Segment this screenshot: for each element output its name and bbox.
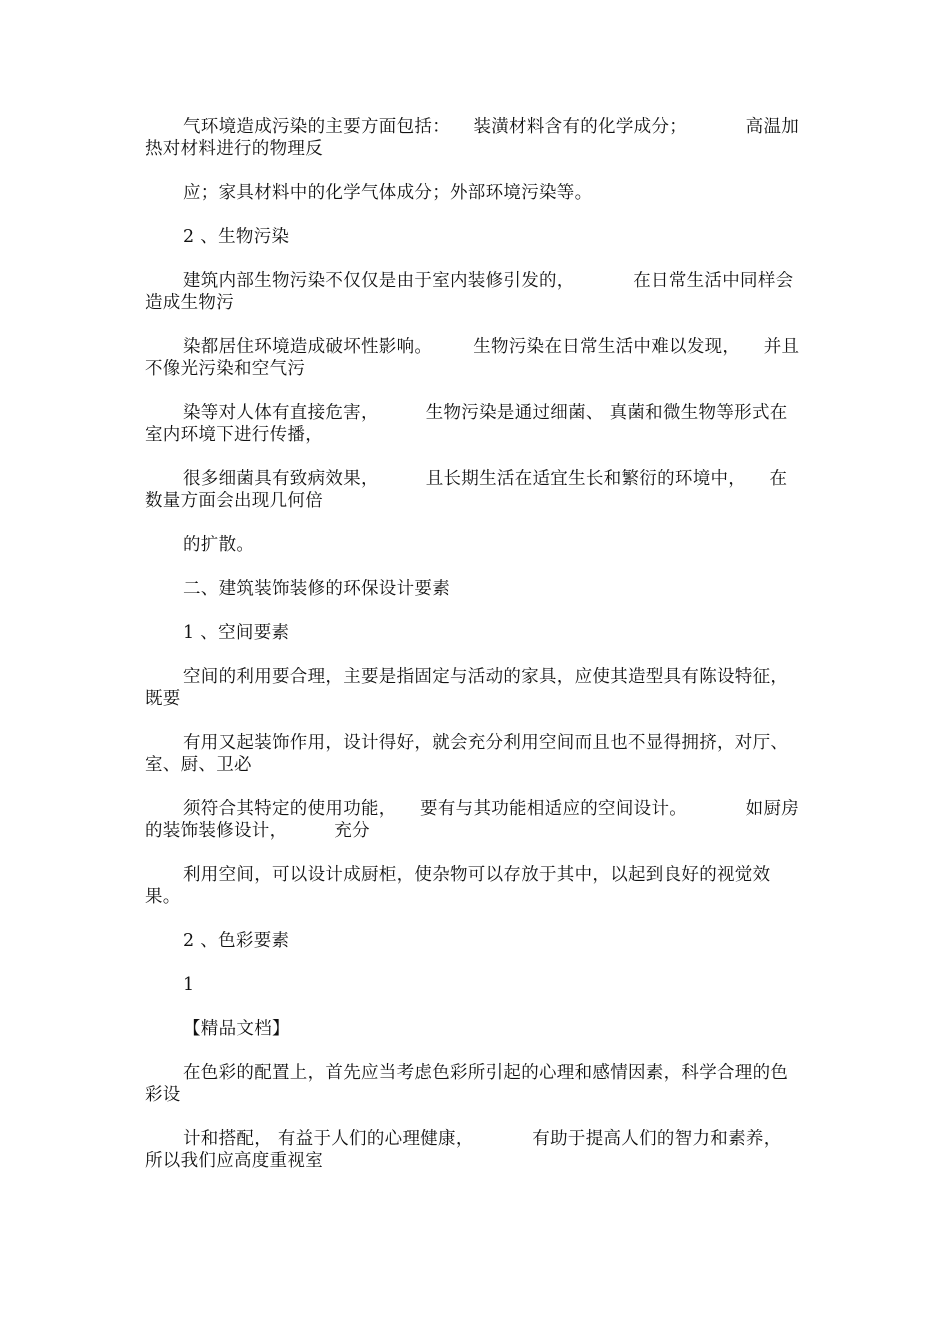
watermark-label: 【精品文档】: [183, 1019, 290, 1039]
paragraph-biological-5: 的扩散。: [183, 535, 255, 555]
heading-biological-pollution: 2 、生物污染: [183, 227, 290, 247]
paragraph-biological-4: 很多细菌具有致病效果， 且长期生活在适宜生长和繁衍的环境中， 在数量方面会出现几何倍: [145, 469, 788, 511]
heading-color-element: 2 、色彩要素: [183, 931, 290, 951]
paragraph-biological-1: 建筑内部生物污染不仅仅是由于室内装修引发的， 在日常生活中同样会造成生物污: [145, 271, 794, 313]
paragraph-biological-2: 染都居住环境造成破坏性影响。 生物污染在日常生活中难以发现， 并且不像光污染和空气污: [145, 337, 800, 379]
paragraph-space-4: 利用空间，可以设计成厨柜，使杂物可以存放于其中，以起到良好的视觉效果。: [145, 865, 771, 907]
paragraph-biological-3: 染等对人体有直接危害， 生物污染是通过细菌、 真菌和微生物等形式在室内环境下进行传播，: [145, 403, 788, 445]
paragraph-color-2: 计和搭配， 有益于人们的心理健康， 有助于提高人们的智力和素养， 所以我们应高度重视室: [145, 1129, 805, 1171]
paragraph-air-pollution-sources: 气环境造成污染的主要方面包括： 装潢材料含有的化学成分； 高温加热对材料进行的物理反: [145, 117, 800, 159]
heading-space-element: 1 、空间要素: [183, 623, 290, 643]
heading-eco-design-elements: 二、建筑装饰装修的环保设计要素: [183, 579, 450, 599]
page-number: 1: [183, 975, 195, 995]
paragraph-air-pollution-cont: 应；家具材料中的化学气体成分；外部环境污染等。: [183, 183, 593, 203]
paragraph-space-3: 须符合其特定的使用功能， 要有与其功能相适应的空间设计。 如厨房的装饰装修设计， 充分: [145, 799, 800, 841]
paragraph-space-1: 空间的利用要合理，主要是指固定与活动的家具，应使其造型具有陈设特征，既要: [145, 667, 789, 709]
paragraph-color-1: 在色彩的配置上，首先应当考虑色彩所引起的心理和感情因素，科学合理的色彩设: [145, 1063, 789, 1105]
paragraph-space-2: 有用又起装饰作用，设计得好，就会充分利用空间而且也不显得拥挤，对厅、室、厨、卫必: [145, 733, 789, 775]
